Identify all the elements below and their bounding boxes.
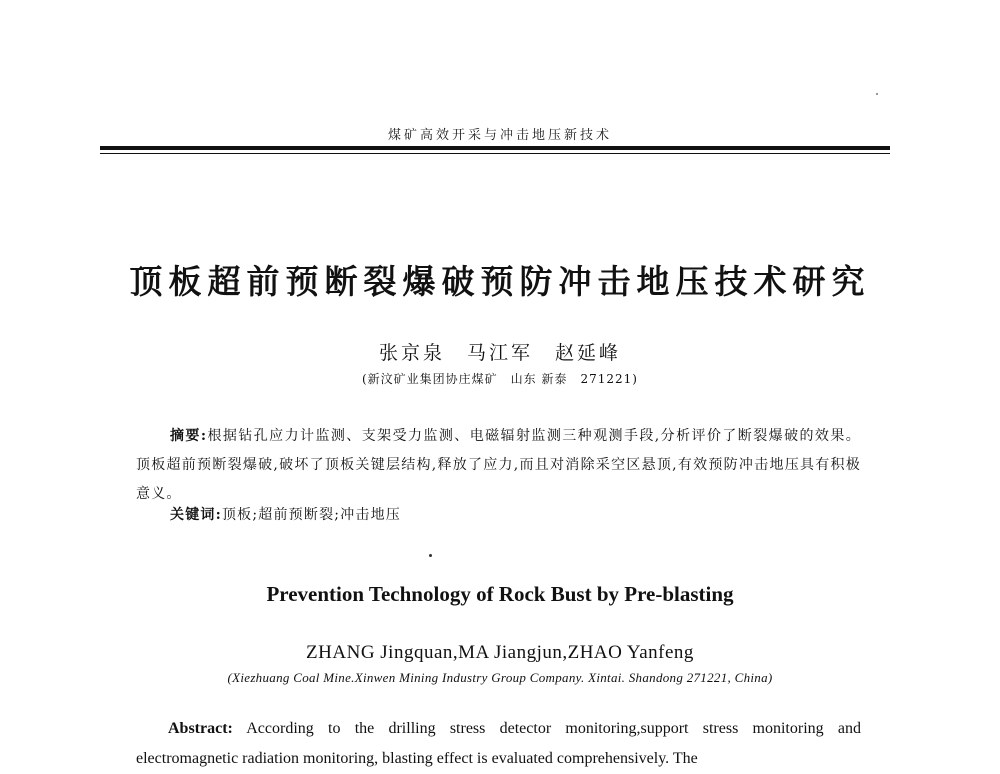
abstract-label-cn: 摘要: [170, 428, 208, 444]
abstract-cn [136, 422, 861, 509]
abstract-label-en: Abstract: [168, 720, 233, 737]
scan-speck [876, 93, 878, 95]
header-rule-thick [100, 146, 890, 150]
keywords-cn [170, 504, 401, 524]
abstract-en [136, 714, 861, 774]
authors-cn: 张京泉 马江军 赵延峰 [378, 342, 621, 364]
keywords-label-cn: 关键词: [170, 507, 222, 523]
affiliation-en: (Xiezhuang Coal Mine.Xinwen Mining Industry Group Company. Xintai. Shandong 271221, China) [227, 670, 773, 685]
paper-title-cn: 顶板超前预断裂爆破预防冲击地压技术研究 [129, 262, 871, 301]
abstract-text-en: According to the drilling stress detector monitoring,support stress monitoring and electromagnetic radiation monitoring, blasting effect is evaluated comprehensively. The [136, 720, 861, 767]
abstract-text-cn: 根据钻孔应力计监测、支架受力监测、电磁辐射监测三种观测手段,分析评价了断裂爆破的效果。顶板超前预断裂爆破,破坏了顶板关键层结构,释放了应力,而且对消除采空区悬顶,有效预防冲击地压具有积极意义。 [136, 428, 861, 502]
header-rule-thin [100, 153, 890, 154]
paper-title-en: Prevention Technology of Rock Bust by Pre-blasting [266, 582, 734, 606]
scan-speck [429, 554, 432, 557]
running-head: 煤矿高效开采与冲击地压新技术 [387, 128, 612, 143]
keywords-text-cn: 顶板;超前预断裂;冲击地压 [221, 507, 402, 523]
authors-en: ZHANG Jingquan,MA Jiangjun,ZHAO Yanfeng [306, 642, 694, 663]
affiliation-cn: (新汶矿业集团协庄煤矿 山东 新泰 271221) [362, 372, 638, 386]
